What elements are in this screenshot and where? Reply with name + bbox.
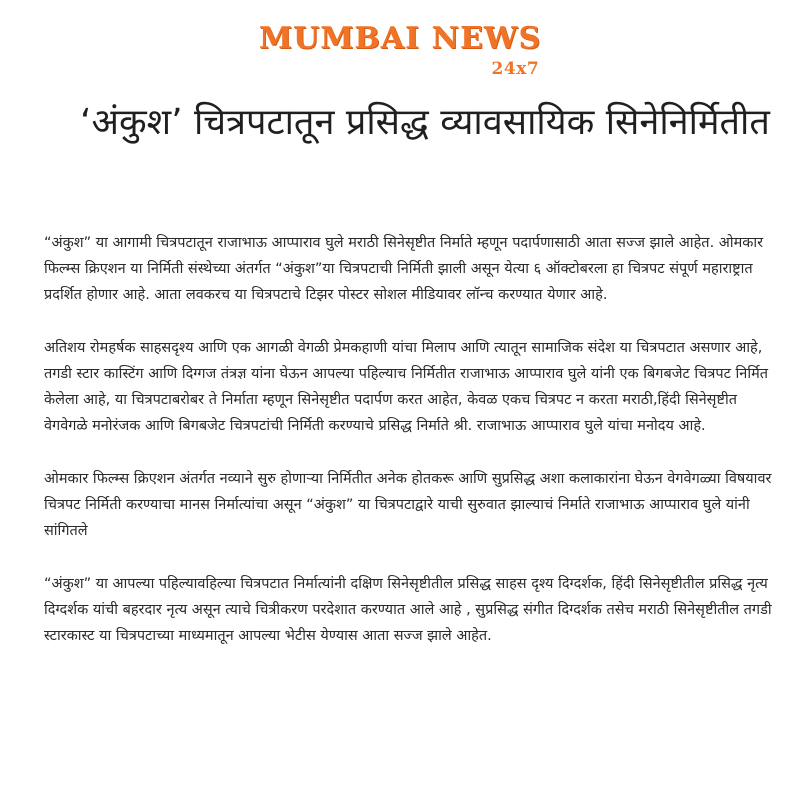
logo-text: MUMBAI NEWS (258, 21, 542, 56)
article-paragraph: “अंकुश” या आगामी चित्रपटातून राजाभाऊ आप्पाराव घुले मराठी सिनेसृष्टीत निर्माते म्हणून पदार्पणासाठी आता सज्ज झाले आहेत. ओमकार फिल्म्स क्रिएशन या निर्मिती संस्थेच्या अंतर्गत “अंकुश”या चित्रपटाची निर्मिती झाली असून येत्या ६ ऑक्टोबरला हा चित्रपट संपूर्ण महाराष्ट्रात प्रदर्शित होणार आहे. आता लवकरच या चित्रपटाचे टिझर पोस्टर सोशल मीडियावर लॉन्च करण्यात येणार आहे. (44, 235, 764, 303)
site-masthead (0, 21, 800, 79)
article-headline: ‘अंकुश’ चित्रपटातून प्रसिद्ध व्यावसायिक सिनेनिर्मितीत (80, 102, 770, 143)
article-body (44, 230, 774, 676)
site-logo[interactable] (258, 21, 542, 79)
article-paragraph: अतिशय रोमहर्षक साहसदृश्य आणि एक आगळी वेगळी प्रेमकहाणी यांचा मिलाप आणि त्यातून सामाजिक संदेश या चित्रपटात असणार आहे, तगडी स्टार कास्टिंग आणि दिग्गज तंत्रज्ञ यांना घेऊन आपल्या पहिल्याच निर्मितीत राजाभाऊ आप्पाराव घुले यांनी एक बिगबजेट चित्रपट निर्मित केलेला आहे, या चित्रपटाबरोबर ते निर्माता म्हणून सिनेसृष्टीत पदार्पण करत आहेत, केवळ एकच चित्रपट न करता मराठी,हिंदी सिनेसृष्टीत वेगवेगळे मनोरंजक आणि बिगबजेट चित्रपटांची निर्मिती करण्याचे प्रसिद्ध निर्माते श्री. राजाभाऊ आप्पाराव घुले यांचा मनोदय आहे. (44, 340, 769, 434)
logo-subtext: 24x7 (491, 59, 540, 79)
article-paragraph: ओमकार फिल्म्स क्रिएशन अंतर्गत नव्याने सुरु होणाऱ्या निर्मितीत अनेक होतकरू आणि सुप्रसिद्ध अशा कलाकारांना घेऊन वेगवेगळ्या विषयावर चित्रपट निर्मिती करण्याचा मानस निर्मात्यांचा असून “अंकुश” या चित्रपटाद्वारे याची सुरुवात झाल्याचं निर्माते राजाभाऊ आप्पाराव घुले यांनी सांगितले (44, 471, 772, 539)
article-paragraph: “अंकुश” या आपल्या पहिल्यावहिल्या चित्रपटात निर्मात्यांनी दक्षिण सिनेसृष्टीतील प्रसिद्ध साहस दृश्य दिग्दर्शक, हिंदी सिनेसृष्टीतील प्रसिद्ध नृत्य दिग्दर्शक यांची बहरदार नृत्य असून त्याचे चित्रीकरण परदेशात करण्यात आले आहे , सुप्रसिद्ध संगीत दिग्दर्शक तसेच मराठी सिनेसृष्टीतील तगडी स्टारकास्ट या चित्रपटाच्या माध्यमातून आपल्या भेटीस येण्यास आता सज्ज झाले आहेत. (44, 576, 772, 644)
